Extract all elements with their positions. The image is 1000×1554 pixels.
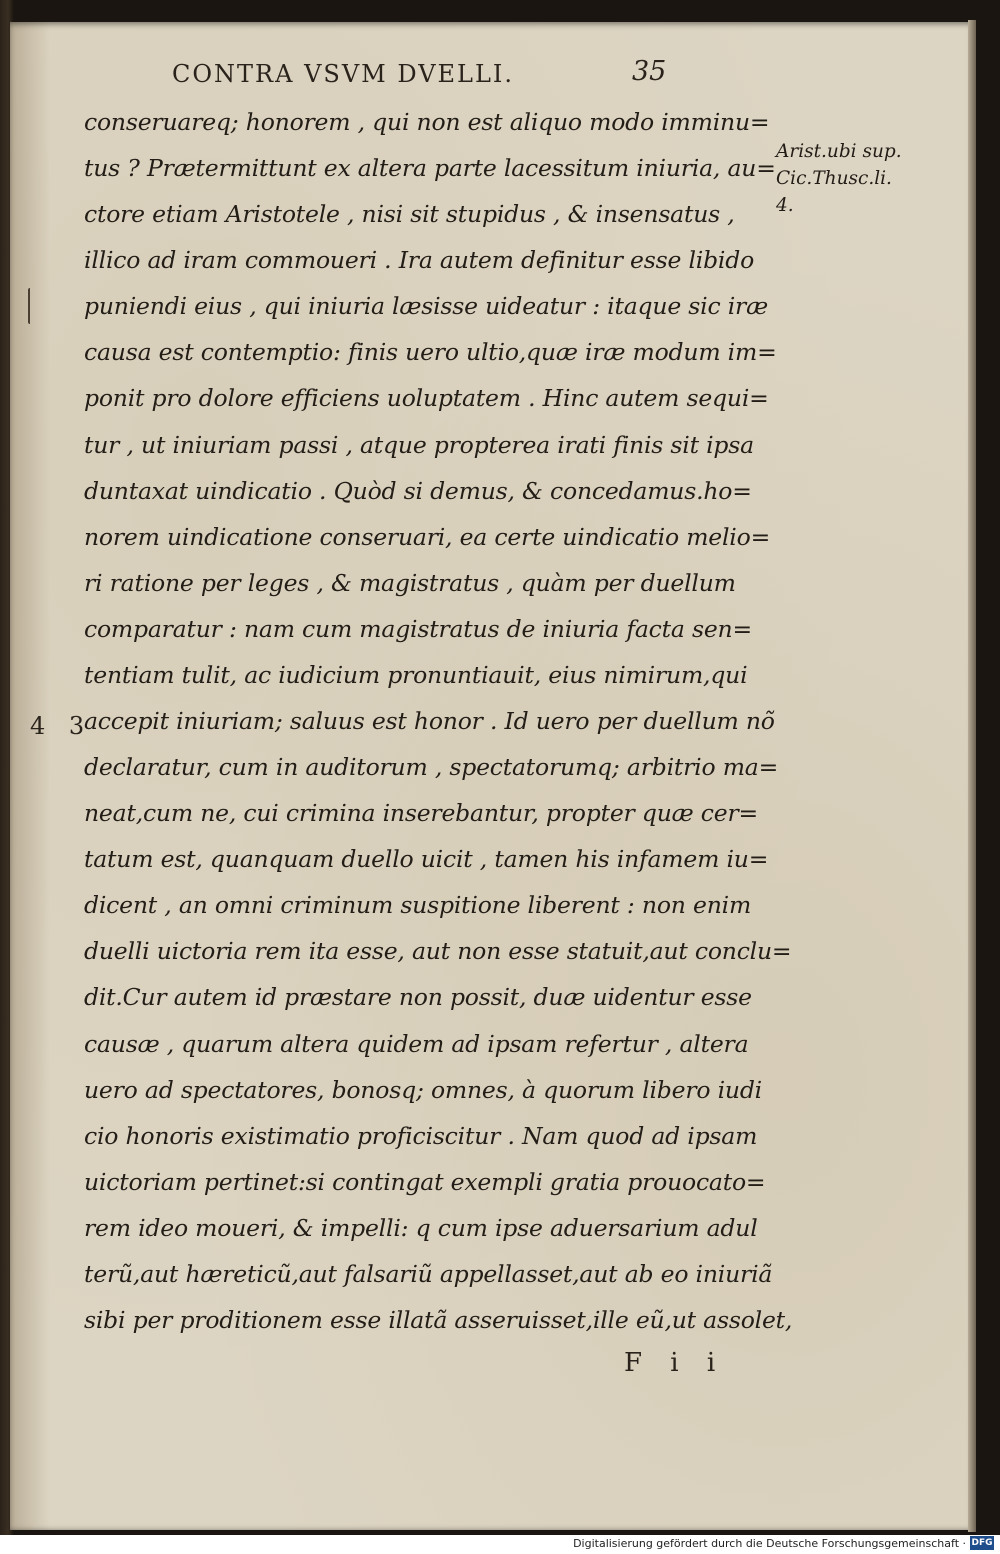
page-edge <box>968 20 976 1532</box>
text-line: tatum est, quanquam duello uicit , tamen his infamem iu= <box>84 845 769 874</box>
text-line: duelli uictoria rem ita esse, aut non esse statuit,aut conclu= <box>84 937 792 966</box>
text-line: tur , ut iniuriam passi , atque propterea irati finis sit ipsa <box>84 430 754 459</box>
text-line: ponit pro dolore efficiens uoluptatem . Hinc autem sequi= <box>84 384 769 413</box>
text-line: tus ? Prætermittunt ex altera parte lacessitum iniuria, au= <box>84 154 776 183</box>
text-line: ri ratione per leges , & magistratus , quàm per duellum <box>84 568 736 597</box>
text-line: puniendi eius , qui iniuria læsisse uideatur : itaque sic iræ <box>84 292 768 321</box>
text-line: illico ad iram commoueri . Ira autem definitur esse libido <box>84 246 755 275</box>
running-head: CONTRA VSVM DVELLI. <box>172 60 515 88</box>
text-line: causæ , quarum altera quidem ad ipsam refertur , altera <box>84 1029 749 1058</box>
text-line: dit.Cur autem id præstare non possit, duæ uidentur esse <box>84 983 752 1012</box>
text-line: uero ad spectatores, bonosq; omnes, à quorum libero iudi <box>84 1075 762 1104</box>
digitization-credit: Digitalisierung gefördert durch die Deutsche Forschungsgemeinschaft · <box>573 1537 966 1550</box>
text-line: sibi per proditionem esse illatã asseruisset,ille eũ,ut assolet, <box>84 1306 793 1335</box>
text-line: terũ,aut hæreticũ,aut falsariũ appellasset,aut ab eo iniuriã <box>84 1259 773 1288</box>
text-line: rem ideo moueri, & impelli: q cum ipse aduersarium adul <box>84 1213 758 1242</box>
left-margin-number: 4 3 <box>30 712 93 740</box>
text-line: norem uindicatione conseruari, ea certe uindicatio melio= <box>84 522 771 551</box>
marginal-note: Cic.Thusc.li. <box>776 168 892 189</box>
marginal-note: Arist.ubi sup. <box>776 141 902 162</box>
text-line: conseruareq; honorem , qui non est aliquo modo imminu= <box>84 108 770 136</box>
marginal-notes <box>776 138 926 219</box>
text-line: accepit iniuriam; saluus est honor . Id uero per duellum nõ <box>84 707 775 736</box>
marginal-note: 4. <box>776 195 794 216</box>
text-line: neat,cum ne, cui crimina inserebantur, propter quæ cer= <box>84 799 758 828</box>
text-line: cio honoris existimatio proficiscitur . Nam quod ad ipsam <box>84 1121 758 1150</box>
text-line: ctore etiam Aristotele , nisi sit stupidus , & insensatus , <box>84 200 735 229</box>
text-line: duntaxat uindicatio . Quòd si demus, & concedamus.ho= <box>84 476 752 505</box>
text-line: comparatur : nam cum magistratus de iniuria facta sen= <box>84 614 752 643</box>
dfg-logo: DFG <box>971 1538 993 1548</box>
text-line: dicent , an omni criminum suspitione liberent : non enim <box>84 891 752 920</box>
page-number: 35 <box>632 56 667 87</box>
body-text <box>84 99 793 1343</box>
text-line: causa est contemptio: finis uero ultio,quæ iræ modum im= <box>84 338 777 367</box>
text-line: tentiam tulit, ac iudicium pronuntiauit, eius nimirum,qui <box>84 660 748 689</box>
text-line: uictoriam pertinet:si contingat exempli gratia prouocato= <box>84 1167 766 1196</box>
margin-bracket-mark <box>28 288 34 324</box>
gathering-signature: F i i <box>624 1348 726 1378</box>
text-line: declaratur, cum in auditorum , spectatorumq; arbitrio ma= <box>84 753 779 782</box>
